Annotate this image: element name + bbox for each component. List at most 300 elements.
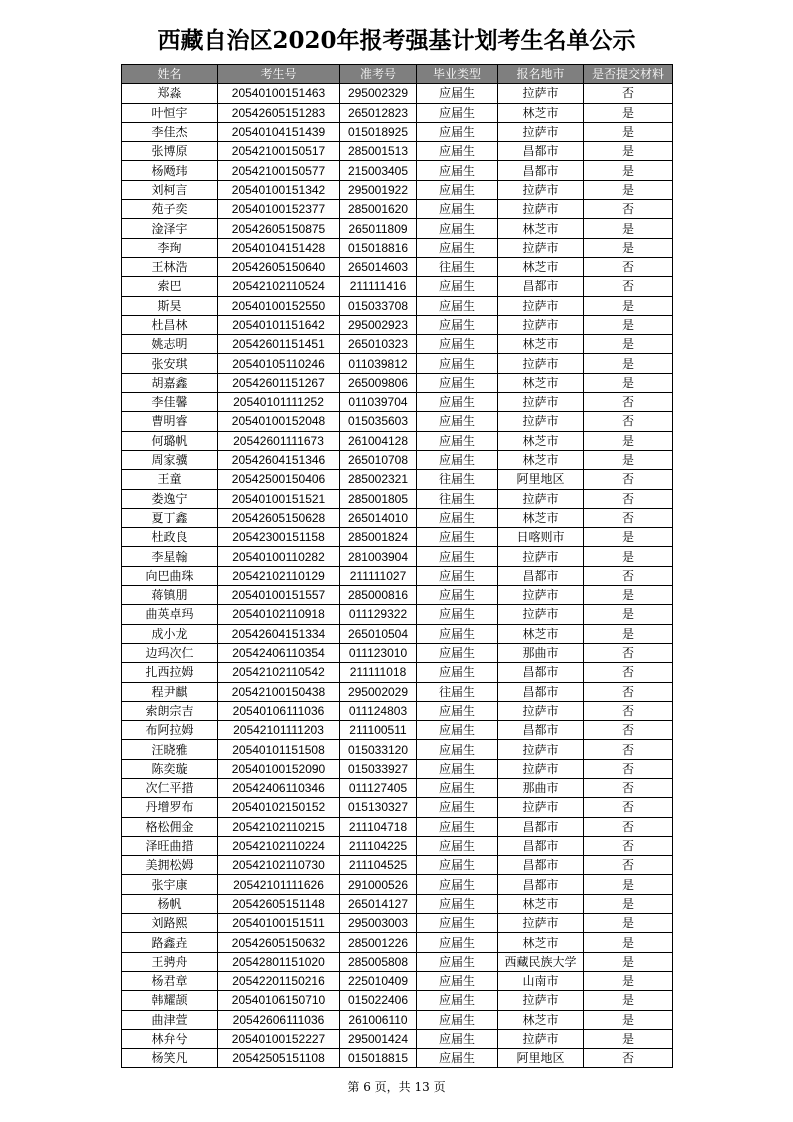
cell-name: 娄逸宁 [122,489,218,508]
cell-exam-id: 20542605150875 [218,219,340,238]
cell-graduate-type: 应届生 [417,740,498,759]
cell-city: 拉萨市 [498,238,584,257]
cell-submitted: 否 [584,489,673,508]
cell-name: 布阿拉姆 [122,721,218,740]
cell-exam-id: 20540100152377 [218,200,340,219]
cell-admission-id: 295003003 [340,914,417,933]
cell-name: 夏丁鑫 [122,508,218,527]
cell-name: 苑子奕 [122,200,218,219]
cell-name: 杨笑凡 [122,1049,218,1068]
cell-city: 拉萨市 [498,991,584,1010]
cell-graduate-type: 应届生 [417,663,498,682]
table-row [122,238,673,257]
cell-graduate-type: 应届生 [417,412,498,431]
cell-graduate-type: 应届生 [417,1049,498,1068]
cell-admission-id: 261006110 [340,1010,417,1029]
cell-exam-id: 20540100152550 [218,296,340,315]
cell-exam-id: 20542801151020 [218,952,340,971]
cell-name: 姚志明 [122,335,218,354]
cell-admission-id: 285005808 [340,952,417,971]
cell-submitted: 是 [584,875,673,894]
table-row [122,219,673,238]
cell-submitted: 否 [584,701,673,720]
cell-admission-id: 291000526 [340,875,417,894]
cell-admission-id: 265009806 [340,373,417,392]
table-row [122,489,673,508]
cell-name: 汪晓雅 [122,740,218,759]
cell-submitted: 是 [584,547,673,566]
cell-submitted: 否 [584,682,673,701]
cell-submitted: 是 [584,1010,673,1029]
table-row [122,663,673,682]
cell-name: 王林浩 [122,257,218,276]
cell-submitted: 是 [584,894,673,913]
table-row [122,180,673,199]
cell-admission-id: 265014603 [340,257,417,276]
cell-city: 昌都市 [498,856,584,875]
table-row [122,605,673,624]
table-row [122,856,673,875]
cell-graduate-type: 应届生 [417,277,498,296]
cell-submitted: 是 [584,103,673,122]
cell-city: 昌都市 [498,836,584,855]
cell-name: 曹明睿 [122,412,218,431]
cell-name: 扎西拉姆 [122,663,218,682]
cell-name: 曲英卓玛 [122,605,218,624]
cell-exam-id: 20542300151158 [218,528,340,547]
page-title: 西藏自治区2020年报考强基计划考生名单公示 [157,27,636,54]
cell-graduate-type: 应届生 [417,161,498,180]
table-row [122,528,673,547]
cell-exam-id: 20540105110246 [218,354,340,373]
cell-name: 泽旺曲措 [122,836,218,855]
column-header-graduate-type: 毕业类型 [417,65,498,84]
cell-submitted: 是 [584,586,673,605]
cell-exam-id: 20540100152048 [218,412,340,431]
cell-submitted: 是 [584,142,673,161]
table-row [122,200,673,219]
cell-city: 昌都市 [498,817,584,836]
cell-admission-id: 295002029 [340,682,417,701]
cell-admission-id: 211111018 [340,663,417,682]
cell-admission-id: 285001620 [340,200,417,219]
cell-name: 杜昌林 [122,315,218,334]
cell-submitted: 是 [584,335,673,354]
cell-exam-id: 20542505151108 [218,1049,340,1068]
cell-submitted: 否 [584,778,673,797]
cell-name: 路鑫垚 [122,933,218,952]
table-row [122,836,673,855]
cell-graduate-type: 应届生 [417,856,498,875]
cell-name: 次仁平措 [122,778,218,797]
cell-exam-id: 20540102150152 [218,798,340,817]
cell-graduate-type: 应届生 [417,875,498,894]
table-row [122,431,673,450]
cell-graduate-type: 应届生 [417,566,498,585]
cell-submitted: 否 [584,257,673,276]
cell-admission-id: 211111027 [340,566,417,585]
cell-city: 林芝市 [498,335,584,354]
cell-graduate-type: 应届生 [417,528,498,547]
cell-graduate-type: 往届生 [417,489,498,508]
table-row [122,586,673,605]
table-row [122,354,673,373]
cell-graduate-type: 应届生 [417,817,498,836]
cell-graduate-type: 应届生 [417,393,498,412]
cell-city: 那曲市 [498,778,584,797]
column-header-submitted: 是否提交材料 [584,65,673,84]
cell-exam-id: 20540100151463 [218,84,340,103]
cell-submitted: 否 [584,836,673,855]
cell-city: 拉萨市 [498,740,584,759]
table-row [122,470,673,489]
cell-exam-id: 20540100151342 [218,180,340,199]
cell-name: 向巴曲珠 [122,566,218,585]
cell-name: 丹增罗布 [122,798,218,817]
cell-admission-id: 211104525 [340,856,417,875]
cell-admission-id: 295002923 [340,315,417,334]
cell-submitted: 否 [584,721,673,740]
cell-submitted: 否 [584,200,673,219]
cell-submitted: 否 [584,663,673,682]
cell-submitted: 是 [584,122,673,141]
cell-city: 拉萨市 [498,200,584,219]
cell-name: 王童 [122,470,218,489]
cell-admission-id: 211104225 [340,836,417,855]
cell-submitted: 是 [584,296,673,315]
cell-graduate-type: 应届生 [417,605,498,624]
table-row [122,161,673,180]
cell-name: 陈奕璇 [122,759,218,778]
cell-graduate-type: 应届生 [417,450,498,469]
cell-submitted: 否 [584,277,673,296]
cell-city: 昌都市 [498,566,584,585]
table-row [122,277,673,296]
cell-admission-id: 011124803 [340,701,417,720]
cell-admission-id: 015018816 [340,238,417,257]
cell-admission-id: 011039704 [340,393,417,412]
cell-exam-id: 20540100152090 [218,759,340,778]
cell-city: 拉萨市 [498,315,584,334]
table-row [122,450,673,469]
cell-name: 美拥松姆 [122,856,218,875]
cell-name: 李佳馨 [122,393,218,412]
cell-admission-id: 265011809 [340,219,417,238]
cell-name: 胡嘉鑫 [122,373,218,392]
cell-exam-id: 20540104151439 [218,122,340,141]
cell-graduate-type: 应届生 [417,991,498,1010]
cell-exam-id: 20542605150628 [218,508,340,527]
cell-exam-id: 20540100151521 [218,489,340,508]
cell-submitted: 否 [584,643,673,662]
cell-graduate-type: 往届生 [417,470,498,489]
cell-graduate-type: 应届生 [417,315,498,334]
cell-graduate-type: 应届生 [417,180,498,199]
cell-admission-id: 265012823 [340,103,417,122]
cell-name: 边玛次仁 [122,643,218,662]
cell-graduate-type: 应届生 [417,508,498,527]
cell-exam-id: 20542500150406 [218,470,340,489]
cell-admission-id: 295001424 [340,1029,417,1048]
cell-admission-id: 015018925 [340,122,417,141]
table-row [122,952,673,971]
cell-submitted: 是 [584,180,673,199]
cell-graduate-type: 应届生 [417,701,498,720]
cell-graduate-type: 应届生 [417,952,498,971]
cell-city: 昌都市 [498,721,584,740]
cell-admission-id: 015130327 [340,798,417,817]
cell-exam-id: 20542102110215 [218,817,340,836]
cell-graduate-type: 应届生 [417,586,498,605]
table-row [122,1049,673,1068]
cell-exam-id: 20542102110524 [218,277,340,296]
cell-graduate-type: 应届生 [417,624,498,643]
cell-exam-id: 20542100150517 [218,142,340,161]
cell-submitted: 是 [584,219,673,238]
cell-name: 刘路熙 [122,914,218,933]
cell-name: 斯昊 [122,296,218,315]
cell-graduate-type: 应届生 [417,238,498,257]
cell-city: 林芝市 [498,103,584,122]
cell-name: 杨帆 [122,894,218,913]
cell-admission-id: 211100511 [340,721,417,740]
column-header-city: 报名地市 [498,65,584,84]
cell-city: 拉萨市 [498,296,584,315]
cell-city: 拉萨市 [498,393,584,412]
cell-admission-id: 211104718 [340,817,417,836]
cell-graduate-type: 应届生 [417,103,498,122]
table-row [122,894,673,913]
cell-city: 拉萨市 [498,84,584,103]
cell-submitted: 否 [584,470,673,489]
table-row [122,84,673,103]
cell-name: 郑淼 [122,84,218,103]
cell-city: 林芝市 [498,1010,584,1029]
cell-admission-id: 011123010 [340,643,417,662]
table-row [122,393,673,412]
cell-submitted: 是 [584,991,673,1010]
cell-exam-id: 20542605150640 [218,257,340,276]
cell-submitted: 是 [584,1029,673,1048]
cell-exam-id: 20542102110542 [218,663,340,682]
cell-exam-id: 20540104151428 [218,238,340,257]
cell-admission-id: 285002321 [340,470,417,489]
cell-admission-id: 281003904 [340,547,417,566]
cell-graduate-type: 应届生 [417,894,498,913]
cell-submitted: 是 [584,450,673,469]
table-row [122,933,673,952]
cell-exam-id: 20542601151267 [218,373,340,392]
cell-admission-id: 011129322 [340,605,417,624]
cell-exam-id: 20540102110918 [218,605,340,624]
cell-name: 刘柯言 [122,180,218,199]
cell-city: 林芝市 [498,508,584,527]
cell-submitted: 否 [584,508,673,527]
cell-city: 林芝市 [498,450,584,469]
cell-admission-id: 265014010 [340,508,417,527]
table-row [122,508,673,527]
cell-submitted: 否 [584,84,673,103]
cell-submitted: 是 [584,238,673,257]
table-row [122,296,673,315]
cell-name: 张宇康 [122,875,218,894]
cell-graduate-type: 应届生 [417,798,498,817]
column-header-admission-id: 准考号 [340,65,417,84]
cell-submitted: 是 [584,952,673,971]
cell-admission-id: 015033927 [340,759,417,778]
cell-admission-id: 265010708 [340,450,417,469]
cell-exam-id: 20540100151557 [218,586,340,605]
cell-city: 拉萨市 [498,798,584,817]
cell-exam-id: 20540106150710 [218,991,340,1010]
cell-city: 山南市 [498,971,584,990]
table-row [122,122,673,141]
cell-exam-id: 20542406110354 [218,643,340,662]
cell-city: 拉萨市 [498,354,584,373]
cell-graduate-type: 应届生 [417,335,498,354]
cell-submitted: 是 [584,528,673,547]
table-row [122,1029,673,1048]
table-row [122,315,673,334]
cell-admission-id: 015022406 [340,991,417,1010]
cell-submitted: 是 [584,933,673,952]
cell-city: 林芝市 [498,257,584,276]
cell-admission-id: 285000816 [340,586,417,605]
cell-name: 李佳杰 [122,122,218,141]
cell-exam-id: 20542100150438 [218,682,340,701]
cell-name: 曲津萱 [122,1010,218,1029]
cell-name: 周家骥 [122,450,218,469]
cell-admission-id: 215003405 [340,161,417,180]
cell-city: 那曲市 [498,643,584,662]
cell-graduate-type: 应届生 [417,836,498,855]
table-row [122,798,673,817]
cell-submitted: 是 [584,914,673,933]
cell-admission-id: 285001226 [340,933,417,952]
cell-city: 林芝市 [498,933,584,952]
cell-city: 林芝市 [498,624,584,643]
table-row [122,740,673,759]
cell-city: 拉萨市 [498,605,584,624]
cell-city: 昌都市 [498,142,584,161]
cell-graduate-type: 应届生 [417,1029,498,1048]
table-row [122,643,673,662]
table-row [122,335,673,354]
table-row [122,817,673,836]
cell-exam-id: 20542201150216 [218,971,340,990]
table-row [122,566,673,585]
table-row [122,257,673,276]
cell-city: 昌都市 [498,682,584,701]
cell-admission-id: 285001513 [340,142,417,161]
cell-graduate-type: 往届生 [417,682,498,701]
table-row [122,547,673,566]
table-row [122,103,673,122]
cell-city: 日喀则市 [498,528,584,547]
cell-name: 杜政良 [122,528,218,547]
cell-graduate-type: 应届生 [417,778,498,797]
cell-submitted: 是 [584,624,673,643]
cell-name: 杨君章 [122,971,218,990]
cell-admission-id: 011127405 [340,778,417,797]
cell-exam-id: 20542101111626 [218,875,340,894]
cell-name: 韩耀颉 [122,991,218,1010]
cell-exam-id: 20540100151511 [218,914,340,933]
cell-admission-id: 285001805 [340,489,417,508]
table-row [122,991,673,1010]
table-row [122,914,673,933]
cell-city: 拉萨市 [498,547,584,566]
cell-graduate-type: 往届生 [417,257,498,276]
table-row [122,701,673,720]
cell-submitted: 是 [584,605,673,624]
cell-city: 拉萨市 [498,122,584,141]
cell-exam-id: 20542102110129 [218,566,340,585]
cell-name: 蒋镇朋 [122,586,218,605]
cell-exam-id: 20542606111036 [218,1010,340,1029]
cell-city: 林芝市 [498,431,584,450]
cell-city: 阿里地区 [498,1049,584,1068]
cell-exam-id: 20540100152227 [218,1029,340,1048]
cell-city: 阿里地区 [498,470,584,489]
cell-graduate-type: 应届生 [417,219,498,238]
cell-city: 拉萨市 [498,586,584,605]
cell-exam-id: 20542604151346 [218,450,340,469]
table-row [122,682,673,701]
cell-exam-id: 20542605150632 [218,933,340,952]
cell-name: 李珣 [122,238,218,257]
cell-graduate-type: 应届生 [417,373,498,392]
cell-graduate-type: 应届生 [417,914,498,933]
cell-exam-id: 20542601151451 [218,335,340,354]
cell-submitted: 否 [584,1049,673,1068]
cell-city: 昌都市 [498,277,584,296]
cell-submitted: 否 [584,817,673,836]
cell-admission-id: 295001922 [340,180,417,199]
table-row [122,624,673,643]
candidate-table [121,64,673,1068]
cell-graduate-type: 应届生 [417,1010,498,1029]
cell-name: 杨飏玮 [122,161,218,180]
cell-admission-id: 285001824 [340,528,417,547]
cell-graduate-type: 应届生 [417,296,498,315]
cell-submitted: 是 [584,431,673,450]
cell-submitted: 否 [584,566,673,585]
cell-city: 林芝市 [498,373,584,392]
cell-name: 林弁兮 [122,1029,218,1048]
cell-city: 昌都市 [498,161,584,180]
table-row [122,373,673,392]
cell-admission-id: 015033120 [340,740,417,759]
cell-graduate-type: 应届生 [417,200,498,219]
cell-graduate-type: 应届生 [417,84,498,103]
cell-admission-id: 295002329 [340,84,417,103]
cell-exam-id: 20542101111203 [218,721,340,740]
cell-city: 西藏民族大学 [498,952,584,971]
cell-city: 拉萨市 [498,180,584,199]
cell-name: 程尹麒 [122,682,218,701]
cell-city: 昌都市 [498,663,584,682]
table-row [122,778,673,797]
cell-admission-id: 265014127 [340,894,417,913]
cell-submitted: 是 [584,161,673,180]
table-header-row [122,65,673,84]
cell-name: 何璐帆 [122,431,218,450]
table-row [122,875,673,894]
cell-admission-id: 211111416 [340,277,417,296]
cell-city: 拉萨市 [498,1029,584,1048]
cell-exam-id: 20542601111673 [218,431,340,450]
